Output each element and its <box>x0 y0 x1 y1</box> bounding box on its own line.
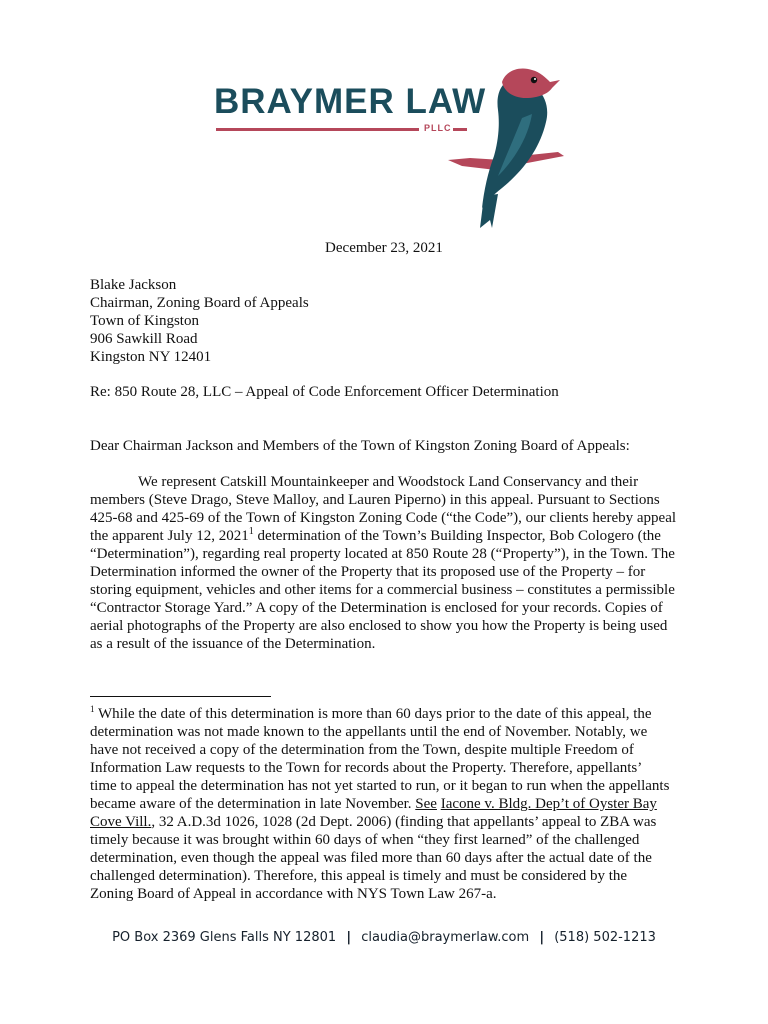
footnote-text-2: , 32 A.D.3d 1026, 1028 (2d Dept. 2006) (finding that appellants’ appeal to ZBA was timely because it was brought within 60 days of when “they first learned” of the challenged determination, even though the appeal was filed more than 60 days after the actual date of the challenged determination). Therefore, this appeal is timely and must be considered by the Zoning Board of Appeal in accordance with NYS Town Law 267-a. <box>90 814 657 902</box>
footer-email[interactable]: claudia@braymerlaw.com <box>361 930 530 945</box>
brand-rule-left <box>216 128 419 131</box>
footer <box>0 930 768 945</box>
footer-separator: | <box>539 930 545 945</box>
footer-separator: | <box>346 930 352 945</box>
recipient-organization: Town of Kingston <box>90 313 199 329</box>
footnote-divider <box>90 696 271 697</box>
body-text-before-ref: We represent Catskill Mountainkeeper and Woodstock Land Conservancy and their members (Steve Drago, Steve Malloy, and Lauren Piperno) in this appeal. Pursuant to Sections 425-68 and 425-69 of the Town of Kingston Zoning Code (“the Code”), our clients hereby appeal the apparent July 12, 2021 <box>90 474 677 544</box>
recipient-city: Kingston NY 12401 <box>90 349 212 365</box>
brand-name: BRAYMER LAW <box>214 82 487 121</box>
footnote-mark: 1 <box>90 704 95 714</box>
footer-phone: (518) 502-1213 <box>554 930 656 945</box>
footnote <box>90 705 670 903</box>
footnote-see: See <box>415 796 437 812</box>
body-paragraph <box>90 473 680 653</box>
footnote-text-1: While the date of this determination is more than 60 days prior to the date of this appeal, the determination was not made known to the appellants until the end of November. Notably, we have not received a copy of the determination from the Town, despite multiple Freedom of Information Law requests to the Town for records about the Property. Therefore, appellants’ time to appeal the determination has not yet started to run, or it began to run when the appellants became aware of the determination in late November. <box>90 706 670 812</box>
letterhead <box>0 0 768 230</box>
brand-sub: PLLC <box>424 123 452 133</box>
re-line: Re: 850 Route 28, LLC – Appeal of Code Enforcement Officer Determination <box>90 384 559 400</box>
body-text-after-ref: determination of the Town’s Building Inspector, Bob Cologero (the “Determination”), regarding real property located at 850 Route 28 (“Property”), in the Town. The Determination informed the owner of the Property that its proposed use of the Property – for storing equipment, vehicles and other items for a commercial business – constitutes a permissible “Contractor Storage Yard.” A copy of the Determination is enclosed for your records. Copies of aerial photographs of the Property are also enclosed to show you how the Property is being used as a result of the issuance of the Determination. <box>90 528 675 652</box>
recipient-address <box>90 276 309 366</box>
letter-date: December 23, 2021 <box>325 240 443 256</box>
footnote-reference[interactable]: 1 <box>248 526 254 537</box>
footnote-case-name: Iacone v. Bldg. Dep’t of Oyster Bay Cove Vill. <box>90 796 657 830</box>
recipient-title: Chairman, Zoning Board of Appeals <box>90 295 309 311</box>
recipient-street: 906 Sawkill Road <box>90 331 198 347</box>
bird-logo-icon <box>440 60 570 230</box>
salutation: Dear Chairman Jackson and Members of the Town of Kingston Zoning Board of Appeals: <box>90 438 630 454</box>
footer-address: PO Box 2369 Glens Falls NY 12801 <box>112 930 337 945</box>
recipient-name: Blake Jackson <box>90 277 177 293</box>
